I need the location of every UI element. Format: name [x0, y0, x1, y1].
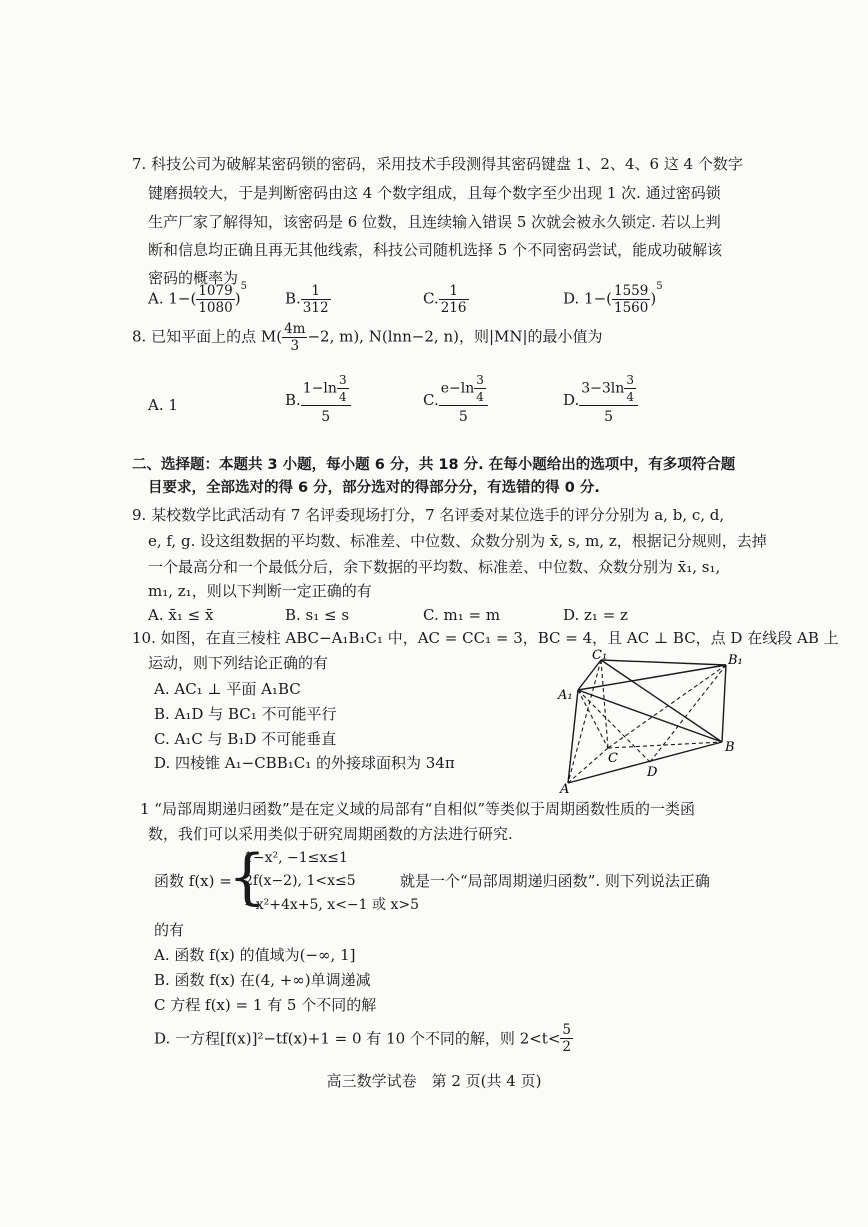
- option-label: A. 1−(: [148, 289, 197, 308]
- q11-case: −x²+4x+5, x<−1 或 x>5: [244, 897, 420, 913]
- q9-option-a[interactable]: A. x̄₁ ≤ x̄: [148, 606, 214, 624]
- label-b: B: [725, 740, 735, 755]
- q11-line: 的有: [154, 921, 185, 939]
- prism-figure: [550, 645, 750, 795]
- option-label: C.: [423, 391, 439, 409]
- fraction: $\frac{5}{2}$: [562, 1022, 571, 1055]
- edge-a1c1: [578, 660, 601, 690]
- q9-line: m₁, z₁，则以下判断一定正确的有: [148, 582, 372, 600]
- q10-option-a[interactable]: A. AC₁ ⊥ 平面 A₁BC: [154, 680, 301, 698]
- label-a1: A₁: [558, 688, 573, 703]
- edge-b1b: [722, 665, 726, 742]
- page-footer: 高三数学试卷 第 2 页(共 4 页): [326, 1072, 542, 1090]
- edge-c1b: [601, 660, 722, 742]
- q10-line: 10. 如图，在直三棱柱 ABC−A₁B₁C₁ 中，AC = CC₁ = 3，BC = 4，且 AC ⊥ BC，点 D 在线段 AB 上: [132, 629, 839, 647]
- q7-option-b[interactable]: [285, 283, 331, 316]
- q11-case: 1−x², −1≤x≤1: [244, 850, 348, 866]
- edge-c1c: [601, 660, 608, 748]
- label-d: D: [647, 765, 658, 780]
- option-label: D. 1−(: [563, 289, 612, 308]
- edge-a1b1: [578, 665, 726, 690]
- section-title: 二、选择题：本题共 3 小题，每小题 6 分，共 18 分. 在每小题给出的选项中，有多项符合题: [132, 457, 736, 473]
- q9-line: e, f, g. 设这组数据的平均数、标准差、中位数、众数分别为 x̄, s, m, z，根据记分规则，去掉: [148, 532, 767, 550]
- option-label: D.: [563, 391, 580, 409]
- q11-line: 1 “局部周期递归函数”是在定义域的局部有“自相似”等类似于周期函数性质的一类函: [140, 800, 695, 818]
- q7-option-c[interactable]: [423, 283, 469, 316]
- q7-line: 生产厂家了解得知，该密码是 6 位数，且连续输入错误 5 次就会被永久锁定. 若以上判: [148, 213, 721, 231]
- fraction: $\frac{1559}{1560}$: [614, 283, 649, 316]
- section-instructions: 目要求，全部选对的得 6 分，部分选对的得部分分，有选错的得 0 分.: [148, 480, 600, 496]
- fraction: e−ln $\frac{3}{4}$ 5: [439, 372, 488, 428]
- label-c: C: [608, 751, 618, 766]
- piecewise-brace: {: [228, 842, 267, 912]
- q10-option-c[interactable]: C. A₁C 与 B₁D 不可能垂直: [154, 730, 337, 748]
- fraction: $\frac{1}{312}$: [302, 283, 329, 316]
- option-label: C.: [423, 289, 439, 308]
- q9-line: 9. 某校数学比武活动有 7 名评委现场打分，7 名评委对某位选手的评分分别为 a, b, c, d,: [132, 506, 725, 524]
- q8-option-a[interactable]: A. 1: [148, 396, 178, 414]
- fraction: $\frac{1079}{1080}$: [198, 283, 233, 316]
- q11-line: 数，我们可以采用类似于研究周期函数的方法进行研究.: [148, 825, 513, 843]
- q8-option-d[interactable]: [563, 372, 638, 428]
- q8-option-c[interactable]: [423, 372, 488, 428]
- q10-option-d[interactable]: D. 四棱锥 A₁−CBB₁C₁ 的外接球面积为 34π: [154, 754, 455, 772]
- fraction: 1−ln $\frac{3}{4}$ 5: [301, 372, 351, 428]
- q9-option-b[interactable]: B. s₁ ≤ s: [285, 606, 350, 624]
- q8-option-b[interactable]: [285, 372, 351, 428]
- option-label: B.: [285, 391, 301, 409]
- q11-function-label: 函数 f(x) =: [154, 872, 232, 890]
- q7-line: 密码的概率为: [148, 269, 239, 287]
- q7-line: 键磨损较大，于是判断密码由这 4 个数字组成，且每个数字至少出现 1 次. 通过密码锁: [148, 184, 721, 202]
- fraction: $\frac{4m}{3}$: [284, 321, 306, 354]
- edge-c1b1: [601, 660, 726, 665]
- fraction: $\frac{1}{216}$: [440, 283, 467, 316]
- q10-line: 运动，则下列结论正确的有: [148, 654, 329, 672]
- exponent: 5: [656, 281, 663, 292]
- exponent: 5: [240, 281, 247, 292]
- q11-option-c[interactable]: C 方程 f(x) = 1 有 5 个不同的解: [154, 996, 377, 1014]
- label-b1: B₁: [728, 653, 743, 668]
- label-a: A: [560, 782, 570, 795]
- label-c1: C₁: [592, 648, 608, 663]
- q9-option-c[interactable]: C. m₁ = m: [423, 606, 501, 624]
- edge-c1a: [568, 660, 601, 783]
- fraction: 3−3ln $\frac{3}{4}$ 5: [579, 372, 638, 428]
- q11-option-d[interactable]: D. 一方程[f(x)]²−tf(x)+1 = 0 有 10 个不同的解，则 2<t< $\frac{5}{2}$: [154, 1022, 571, 1055]
- edge-a1b: [578, 690, 722, 742]
- q11-option-a[interactable]: A. 函数 f(x) 的值域为(−∞, 1]: [154, 946, 356, 964]
- q7-line: 断和信息均正确且再无其他线索，科技公司随机选择 5 个不同密码尝试，能成功破解该: [148, 241, 723, 259]
- q7-line: 7. 科技公司为破解某密码锁的密码，采用技术手段测得其密码键盘 1、2、4、6 这 4 个数字: [132, 155, 743, 173]
- edge-a1a: [568, 690, 578, 783]
- edge-b1d: [650, 665, 726, 762]
- q8-stem: 8. 已知平面上的点 M( $\frac{4m}{3}$ −2, m), N(lnn−2, n)，则|MN|的最小值为: [132, 321, 603, 354]
- option-label: B.: [285, 289, 301, 308]
- q9-line: 一个最高分和一个最低分后，余下数据的平均数、标准差、中位数、众数分别为 x̄₁, s₁,: [148, 558, 721, 576]
- q11-case: 2f(x−2), 1<x≤5: [244, 873, 356, 889]
- q11-option-b[interactable]: B. 函数 f(x) 在(4, +∞)单调递减: [154, 971, 371, 989]
- q9-option-d[interactable]: D. z₁ = z: [563, 606, 628, 624]
- q7-option-d[interactable]: D. 1−( $\frac{1559}{1560}$ )$^5$: [563, 281, 663, 316]
- q7-option-a[interactable]: A. 1−( $\frac{1079}{1080}$ )$^5$: [148, 281, 247, 316]
- q11-line: 就是一个“局部周期递归函数”. 则下列说法正确: [400, 872, 710, 890]
- q10-option-b[interactable]: B. A₁D 与 BC₁ 不可能平行: [154, 705, 337, 723]
